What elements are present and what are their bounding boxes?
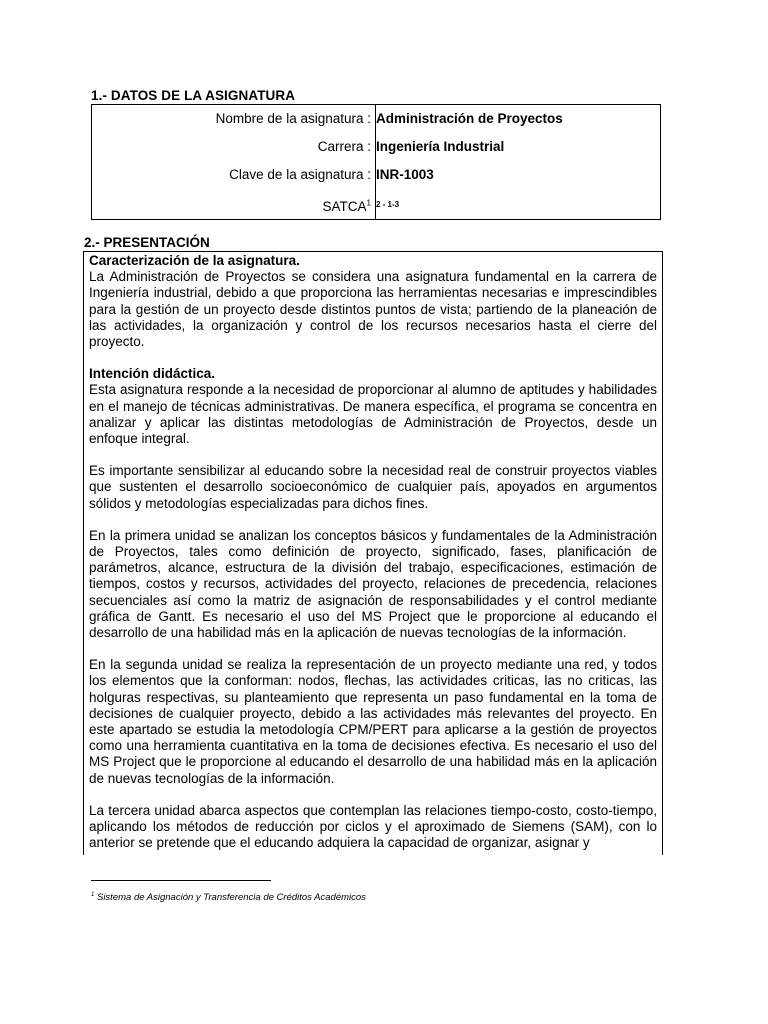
body-paragraph: Es importante sensibilizar al educando sobre la necesidad real de construir proyectos viables que sustenten el desarrollo socioeconómico de cualquier país, apoyados en argumentos sólidos y metodologías especializadas para dichos fines. [89, 463, 657, 511]
section-2-heading: 2.- PRESENTACIÓN [84, 235, 210, 250]
footnote-text: Sistema de Asignación y Transferencia de Créditos Académicos [96, 892, 366, 904]
field-value-satca: 2 - 1-3 [376, 200, 400, 209]
body-paragraph: En la segunda unidad se realiza la representación de un proyecto mediante una red, y todos los elementos que la conforman: nodos, flechas, las actividades criticas, las no criticas, las holguras respectivas, su planteamiento que representa un paso fundamental en la toma de decisiones de cualquier proyecto, debido a las actividades más relevantes del proyecto. En este apartado se estudia la metodología CPM/PERT para aplicarse a la gestión de proyectos como una herramienta cuantitativa en la toma de decisiones efectiva. Es necesario el uso del MS Project que le proporcione al educando el desarrollo de una habilidad más en la aplicación de nuevas tecnologías de la información. [89, 657, 657, 786]
field-value-nombre: Administración de Proyectos [376, 111, 563, 126]
field-value-carrera: Ingeniería Industrial [376, 139, 505, 154]
footnote-ref: 1 [366, 198, 371, 207]
caracterizacion-paragraph: La Administración de Proyectos se considera una asignatura fundamental en la carrera de Ingeniería industrial, debido a que proporciona las herramientas necesarias e imprescindibles para la gestión de un proyecto desde distintos puntos de vista; partiendo de la planeación de las actividades, la organización y control de los recursos necesarios hasta el cierre del proyecto. [89, 269, 657, 350]
field-label-clave: Clave de la asignatura : [229, 167, 371, 182]
presentation-box [83, 251, 663, 855]
field-row [92, 189, 375, 219]
intencion-title: Intención didáctica. [89, 366, 216, 382]
field-label-satca [323, 199, 375, 214]
field-row [376, 189, 660, 219]
course-data-table [91, 104, 661, 220]
field-value-clave: INR-1003 [376, 167, 434, 182]
intencion-paragraph: Esta asignatura responde a la necesidad de proporcionar al alumno de aptitudes y habilidades en el manejo de técnicas administrativas. De manera específica, el programa se concentra en analizar y aplicar las distintas metodologías de Administración de Proyectos, desde un enfoque integral. [89, 382, 657, 447]
values-cell [376, 105, 661, 220]
field-row [92, 161, 375, 189]
labels-cell [92, 105, 376, 220]
field-label-nombre: Nombre de la asignatura : [215, 111, 371, 126]
footnote-separator [91, 880, 271, 881]
field-label-carrera: Carrera : [317, 139, 371, 154]
field-row [92, 105, 375, 133]
caracterizacion-title: Caracterización de la asignatura. [89, 253, 300, 268]
body-paragraph: La tercera unidad abarca aspectos que contemplan las relaciones tiempo-costo, costo-tiempo, aplicando los métodos de reducción por ciclos y el aproximado de Siemens (SAM), con lo anterior se pretende que el educando adquiera la capacidad de organizar, asignar y [89, 802, 657, 851]
field-row [92, 133, 375, 161]
footnote [91, 892, 366, 903]
footnote-marker: 1 [91, 892, 95, 898]
satca-label-text: SATCA [322, 198, 367, 214]
section-1-heading: 1.- DATOS DE LA ASIGNATURA [91, 88, 296, 103]
body-paragraph: En la primera unidad se analizan los conceptos básicos y fundamentales de la Administración de Proyectos, tales como definición de proyecto, significado, fases, planificación de parámetros, alcance, estructura de la división del trabajo, especificaciones, estimación de tiempos, costos y recursos, actividades del proyecto, relaciones de precedencia, relaciones secuenciales así como la matriz de asignación de responsabilidades y el control mediante gráfica de Gantt. Es necesario el uso del MS Project que le proporcione al educando el desarrollo de una habilidad más en la aplicación de nuevas tecnologías de la información. [89, 527, 657, 641]
